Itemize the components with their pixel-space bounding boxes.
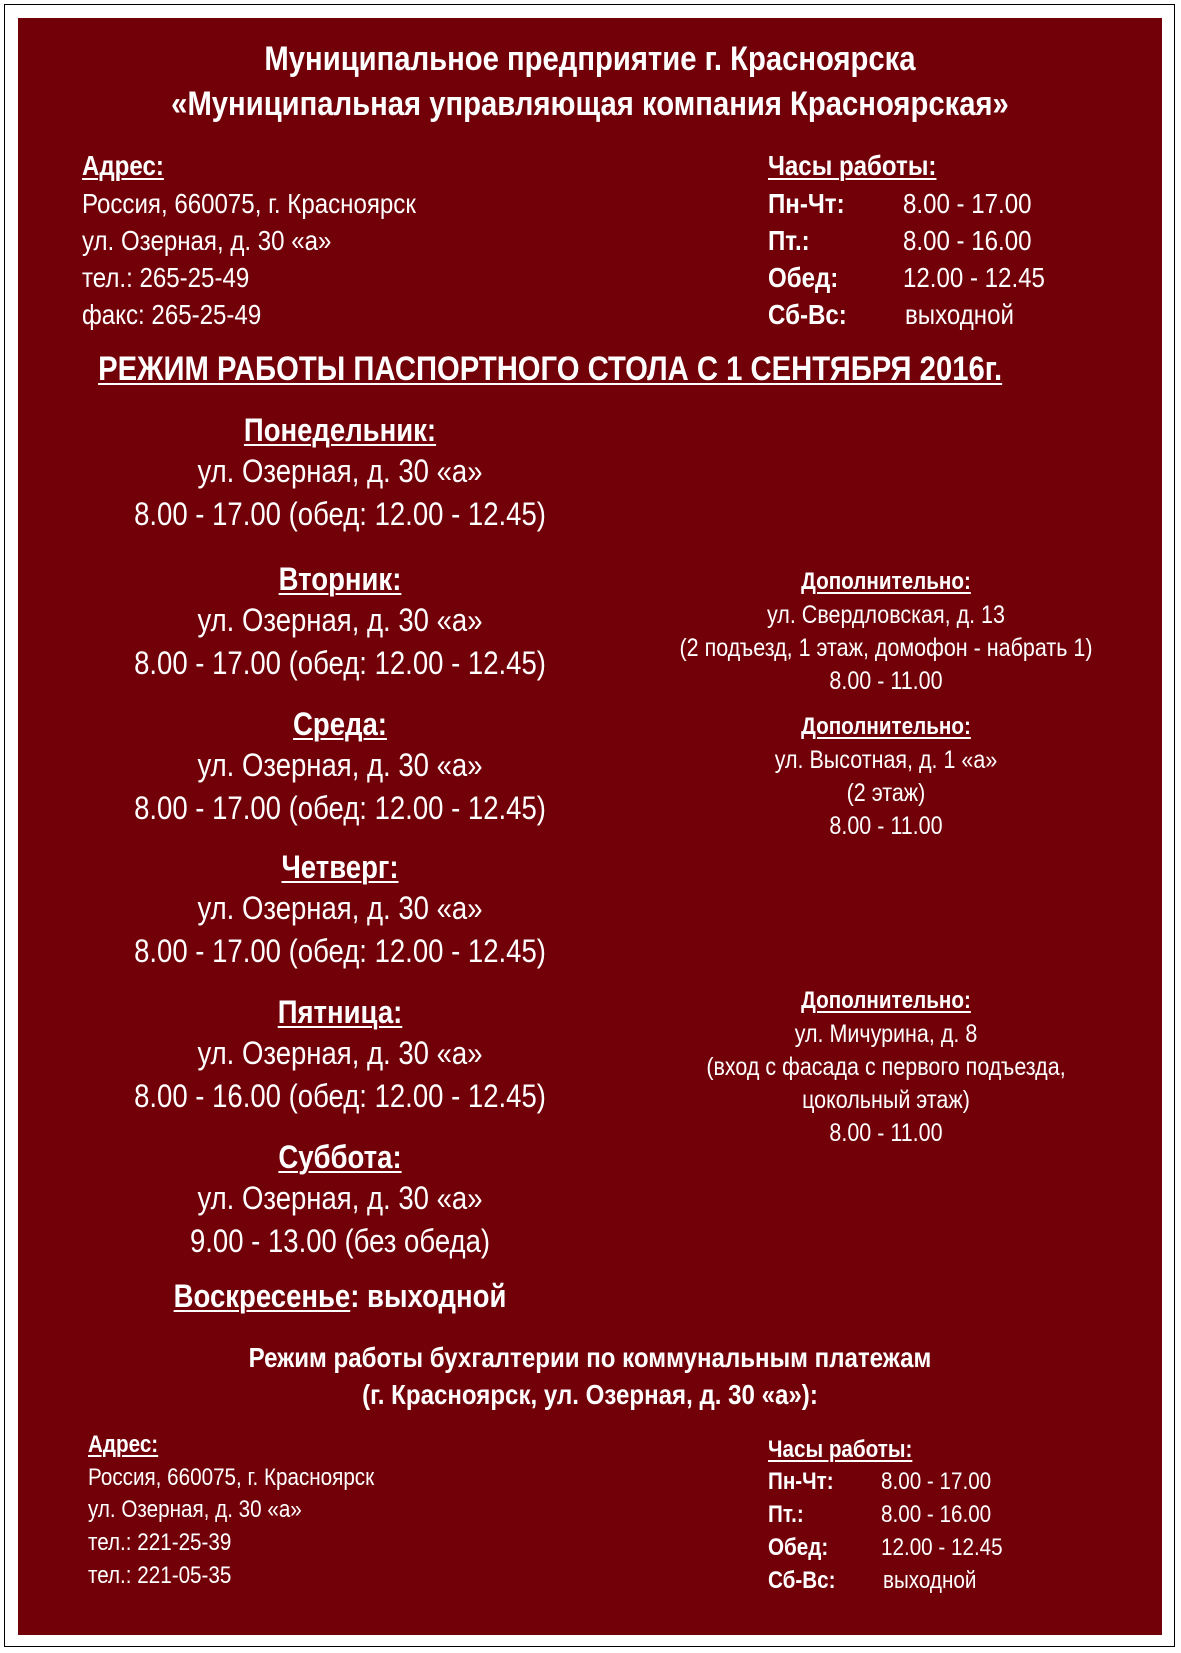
office-hours-time: выходной: [905, 299, 1014, 330]
day-name-saturday: Суббота:: [278, 1139, 402, 1175]
extra-line: ул. Высотная, д. 1 «а»: [774, 746, 998, 774]
extra-line: ул. Свердловская, д. 13: [767, 601, 1005, 629]
office-hours-day: Пн-Чт:: [768, 188, 845, 219]
day-hours: 8.00 - 17.00 (обед: 12.00 - 12.45): [134, 933, 546, 969]
day-sunday-status: : выходной: [350, 1278, 507, 1314]
office-hours-time: 8.00 - 16.00: [903, 225, 1032, 256]
accounting-hours-day: Пн-Чт:: [768, 1468, 834, 1495]
header-line-1: Муниципальное предприятие г. Красноярска: [264, 40, 916, 78]
office-phone: тел.: 265-25-49: [82, 262, 250, 293]
accounting-hours-time: 8.00 - 17.00: [881, 1468, 992, 1495]
accounting-title-line-2: (г. Красноярск, ул. Озерная, д. 30 «а»):: [362, 1379, 818, 1410]
accounting-hours-time: 12.00 - 12.45: [881, 1534, 1003, 1561]
office-fax: факс: 265-25-49: [82, 299, 262, 330]
accounting-hours-time: выходной: [883, 1567, 977, 1594]
day-name-tuesday: Вторник:: [278, 561, 402, 597]
accounting-address-line: ул. Озерная, д. 30 «а»: [88, 1496, 302, 1523]
extra-line: 8.00 - 11.00: [829, 1119, 943, 1147]
accounting-hours-day: Обед:: [768, 1534, 829, 1561]
day-hours: 8.00 - 17.00 (обед: 12.00 - 12.45): [134, 645, 546, 681]
office-address-label: Адрес:: [82, 150, 164, 181]
accounting-hours-day: Пт.:: [768, 1501, 804, 1528]
office-address-line: Россия, 660075, г. Красноярск: [82, 188, 416, 219]
day-name-monday: Понедельник:: [243, 412, 437, 448]
accounting-hours-label: Часы работы:: [768, 1436, 913, 1463]
accounting-hours-time: 8.00 - 16.00: [881, 1501, 992, 1528]
header-line-2: «Муниципальная управляющая компания Красноярская»: [171, 85, 1009, 123]
office-address-line: ул. Озерная, д. 30 «а»: [82, 225, 332, 256]
accounting-address-label: Адрес:: [88, 1431, 159, 1458]
day-address: ул. Озерная, д. 30 «а»: [197, 453, 483, 489]
day-hours: 9.00 - 13.00 (без обеда): [189, 1223, 491, 1259]
day-name-friday: Пятница:: [277, 994, 403, 1030]
extra-line: (2 подъезд, 1 этаж, домофон - набрать 1): [679, 634, 1093, 662]
extra-label: Дополнительно:: [801, 713, 971, 740]
day-sunday: [134, 1280, 547, 1312]
day-hours: 8.00 - 17.00 (обед: 12.00 - 12.45): [134, 790, 546, 826]
day-address: ул. Озерная, д. 30 «а»: [197, 1035, 483, 1071]
extra-label: Дополнительно:: [801, 987, 971, 1014]
extra-line: (2 этаж): [846, 779, 926, 807]
day-address: ул. Озерная, д. 30 «а»: [197, 602, 483, 638]
accounting-title-line-1: Режим работы бухгалтерии по коммунальным платежам: [248, 1342, 932, 1373]
office-hours-day: Сб-Вс:: [768, 299, 847, 330]
accounting-phone: тел.: 221-05-35: [88, 1562, 232, 1589]
extra-line: ул. Мичурина, д. 8: [794, 1020, 978, 1048]
accounting-phone: тел.: 221-25-39: [88, 1529, 232, 1556]
extra-line: 8.00 - 11.00: [829, 667, 943, 695]
office-hours-time: 12.00 - 12.45: [903, 262, 1045, 293]
office-hours-time: 8.00 - 17.00: [903, 188, 1032, 219]
day-address: ул. Озерная, д. 30 «а»: [197, 1180, 483, 1216]
office-hours-day: Пт.:: [768, 225, 810, 256]
day-name-thursday: Четверг:: [281, 849, 399, 885]
day-name-wednesday: Среда:: [293, 706, 387, 742]
extra-line: цокольный этаж): [802, 1086, 970, 1114]
passport-title: РЕЖИМ РАБОТЫ ПАСПОРТНОГО СТОЛА С 1 СЕНТЯБРЯ 2016г.: [98, 350, 1003, 388]
extra-line: 8.00 - 11.00: [829, 812, 943, 840]
day-address: ул. Озерная, д. 30 «а»: [197, 747, 483, 783]
extra-label: Дополнительно:: [801, 568, 971, 595]
day-hours: 8.00 - 17.00 (обед: 12.00 - 12.45): [134, 496, 546, 532]
accounting-address-line: Россия, 660075, г. Красноярск: [88, 1464, 375, 1491]
accounting-hours-day: Сб-Вс:: [768, 1567, 836, 1594]
notice-board: [18, 18, 1162, 1635]
day-name-sunday: Воскресенье: [173, 1278, 351, 1314]
extra-line: (вход с фасада с первого подъезда,: [706, 1053, 1066, 1081]
office-hours-label: Часы работы:: [768, 150, 937, 181]
office-hours-day: Обед:: [768, 262, 839, 293]
day-hours: 8.00 - 16.00 (обед: 12.00 - 12.45): [134, 1078, 546, 1114]
day-address: ул. Озерная, д. 30 «а»: [197, 890, 483, 926]
